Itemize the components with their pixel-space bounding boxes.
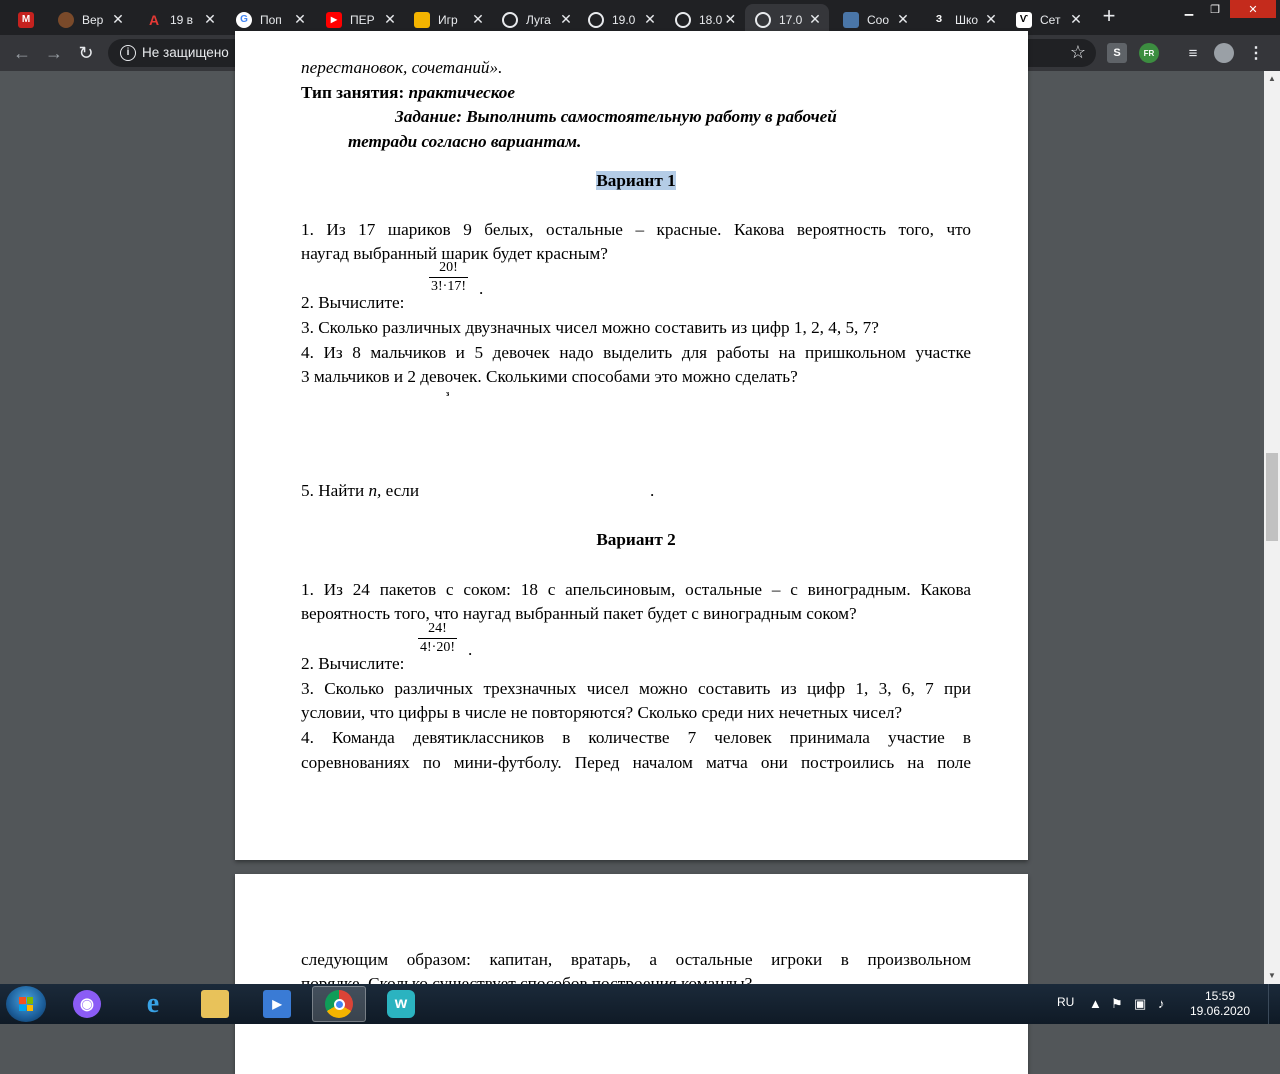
flag-icon[interactable]: ⚑ — [1111, 996, 1123, 1011]
youtube-icon: ▶ — [326, 12, 342, 28]
new-tab-button[interactable]: + — [1102, 3, 1116, 28]
scroll-up-arrow-icon[interactable]: ▲ — [1268, 74, 1276, 83]
windows-logo-icon — [19, 997, 33, 1011]
school-icon: З — [931, 12, 947, 28]
extension-fr-icon[interactable]: FR — [1139, 43, 1159, 63]
task-line-2: тетради согласно вариантам. — [348, 132, 582, 151]
v2-q2: 2. Вычислите: — [301, 654, 405, 673]
vertical-scrollbar[interactable] — [1264, 71, 1280, 984]
show-desktop-button[interactable] — [1268, 984, 1280, 1024]
internet-explorer-icon: e — [146, 988, 160, 1019]
scroll-thumb[interactable] — [1266, 453, 1278, 541]
page-icon — [414, 12, 430, 28]
scroll-down-arrow-icon[interactable]: ▼ — [1268, 971, 1276, 980]
extension-s-icon[interactable]: S — [1107, 43, 1127, 63]
v2-q3-line2: условии, что цифры в числе не повторяются? Сколько среди них нечетных чисел? — [301, 703, 903, 722]
close-icon[interactable]: ✕ — [897, 11, 909, 27]
globe-icon — [675, 12, 691, 28]
tab-11[interactable]: Ѵ Сет ✕ — [1006, 4, 1090, 35]
v1-q5: 5. Найти n, если — [301, 481, 420, 500]
globe-icon — [588, 12, 604, 28]
network-icon[interactable]: ▣ — [1134, 996, 1147, 1011]
reload-button[interactable]: ↻ — [78, 43, 94, 63]
tab-4[interactable]: ▶ ПЕР ✕ — [316, 4, 404, 35]
tab-8[interactable]: 18.0 ✕ — [665, 4, 743, 35]
tab-5[interactable]: Игр ✕ — [404, 4, 492, 35]
v2-q4-line1: 4. Команда девятиклассников в количестве 7 человек принимала участие в — [301, 728, 971, 747]
security-label: Не защищено — [142, 45, 229, 60]
playlist-icon[interactable]: ≡ — [1188, 44, 1198, 62]
close-icon[interactable]: ✕ — [985, 11, 997, 27]
close-icon[interactable]: ✕ — [644, 11, 656, 27]
globe-icon — [502, 12, 518, 28]
taskbar-explorer[interactable] — [188, 986, 242, 1022]
globe-icon — [755, 12, 771, 28]
folder-icon — [201, 990, 229, 1018]
close-icon[interactable]: ✕ — [560, 11, 572, 27]
taskbar-alice[interactable] — [60, 986, 114, 1022]
maximize-button[interactable]: ❐ — [1210, 3, 1220, 16]
tab-strip — [0, 0, 1280, 35]
profile-avatar[interactable] — [1214, 43, 1234, 63]
v1-q4-line1: 4. Из 8 мальчиков и 5 девочек надо выделить для работы на пришкольном участке — [301, 343, 971, 362]
tab-9[interactable]: Соо ✕ — [833, 4, 917, 35]
tab-6[interactable]: Луга ✕ — [492, 4, 580, 35]
close-icon[interactable]: ✕ — [384, 11, 396, 27]
close-window-button[interactable]: ✕ — [1230, 0, 1276, 18]
v1-q5-dot: . — [650, 481, 655, 500]
taskbar-ie[interactable] — [126, 986, 180, 1022]
tab-active-pdf[interactable]: 17.0 ✕ — [745, 4, 829, 35]
lesson-type: Тип занятия: практическое — [301, 83, 516, 102]
tab-3[interactable]: G Поп ✕ — [226, 4, 314, 35]
close-icon[interactable]: ✕ — [809, 11, 821, 27]
tray-arrow-icon[interactable]: ▲ — [1089, 996, 1102, 1011]
w-app-icon: w — [387, 990, 415, 1018]
close-icon[interactable]: ✕ — [294, 11, 306, 27]
google-icon: G — [236, 12, 252, 28]
volume-icon[interactable]: ♪ — [1158, 996, 1165, 1011]
pdf-viewport[interactable] — [0, 58, 1264, 984]
close-icon[interactable]: ✕ — [204, 11, 216, 27]
chrome-icon — [325, 990, 353, 1018]
taskbar-app-w[interactable] — [374, 986, 428, 1022]
p2-line1: следующим образом: капитан, вратарь, а остальные игроки в произвольном — [301, 950, 971, 969]
windows-taskbar — [0, 984, 1280, 1024]
task-line-1: Задание: Выполнить самостоятельную работу в рабочей — [395, 107, 837, 126]
tab-2[interactable]: A 19 в ✕ — [136, 4, 224, 35]
gmail-icon: M — [18, 12, 34, 28]
v2-q2-dot: . — [468, 640, 473, 659]
variant-1-title: Вариант 1 — [596, 171, 676, 190]
v2-q4-line2: соревнованиях по мини-футболу. Перед началом матча они построились на поле — [301, 753, 971, 772]
back-button[interactable]: ← — [13, 43, 31, 63]
bookmark-star-icon[interactable]: ☆ — [1069, 42, 1086, 62]
tab-gmail[interactable] — [6, 4, 44, 35]
v1-q3: 3. Сколько различных двузначных чисел можно составить из цифр 1, 2, 4, 5, 7? — [301, 318, 879, 337]
menu-kebab-icon[interactable]: ⋮ — [1248, 45, 1264, 62]
ac-logo-icon: A — [146, 12, 162, 28]
cut-line: перестановок, сочетаний». — [301, 58, 503, 77]
chat-icon — [843, 12, 859, 28]
small-mark: з — [446, 389, 450, 398]
tab-7[interactable]: 19.0 ✕ — [578, 4, 664, 35]
page-icon: Ѵ — [1016, 12, 1032, 28]
info-icon[interactable]: i — [120, 45, 136, 61]
alice-icon: ◉ — [73, 990, 101, 1018]
v2-q1-line1: 1. Из 24 пакетов с соком: 18 с апельсиновым, остальные – с виноградным. Какова — [301, 580, 971, 599]
media-player-icon: ▶ — [263, 990, 291, 1018]
language-indicator[interactable]: RU — [1057, 995, 1075, 1009]
v1-q4-line2: 3 мальчиков и 2 девочек. Сколькими способами это можно сделать? — [301, 367, 798, 386]
close-icon[interactable]: ✕ — [112, 11, 124, 27]
v2-q1-line2: вероятность того, что наугад выбранный пакет будет с виноградным соком? — [301, 604, 857, 623]
taskbar-media[interactable] — [250, 986, 304, 1022]
variant-2-title: Вариант 2 — [596, 530, 676, 549]
v1-q2: 2. Вычислите: — [301, 293, 405, 312]
v2-q3-line1: 3. Сколько различных трехзначных чисел можно составить из цифр 1, 3, 6, 7 при — [301, 679, 971, 698]
v1-q2-fraction: $\frac{20!}{3!\cdot 17!}$ — [431, 260, 466, 294]
v1-q1-line1: 1. Из 17 шариков 9 белых, остальные – красные. Какова вероятность того, что — [301, 220, 971, 239]
start-button[interactable] — [6, 986, 46, 1022]
pdf-page-2 — [235, 874, 1028, 1074]
pdf-page-1 — [235, 31, 1028, 860]
close-icon[interactable]: ✕ — [1070, 11, 1082, 27]
tab-10[interactable]: З Шко ✕ — [921, 4, 1005, 35]
minimize-button[interactable]: ▁ — [1184, 3, 1194, 16]
forward-button[interactable]: → — [45, 43, 63, 63]
v1-q2-dot: . — [479, 279, 484, 298]
v1-q1-line2: наугад выбранный шарик будет красным? — [301, 244, 608, 263]
avatar-icon — [58, 12, 74, 28]
system-clock[interactable]: 15:59 19.06.2020 — [1189, 989, 1251, 1018]
tab-1[interactable]: Вер ✕ — [48, 4, 132, 35]
close-icon[interactable]: ✕ — [724, 11, 737, 27]
taskbar-chrome[interactable] — [312, 986, 366, 1022]
v2-q2-fraction: $\frac{24!}{4!\cdot 20!}$ — [420, 621, 455, 655]
close-icon[interactable]: ✕ — [472, 11, 484, 27]
